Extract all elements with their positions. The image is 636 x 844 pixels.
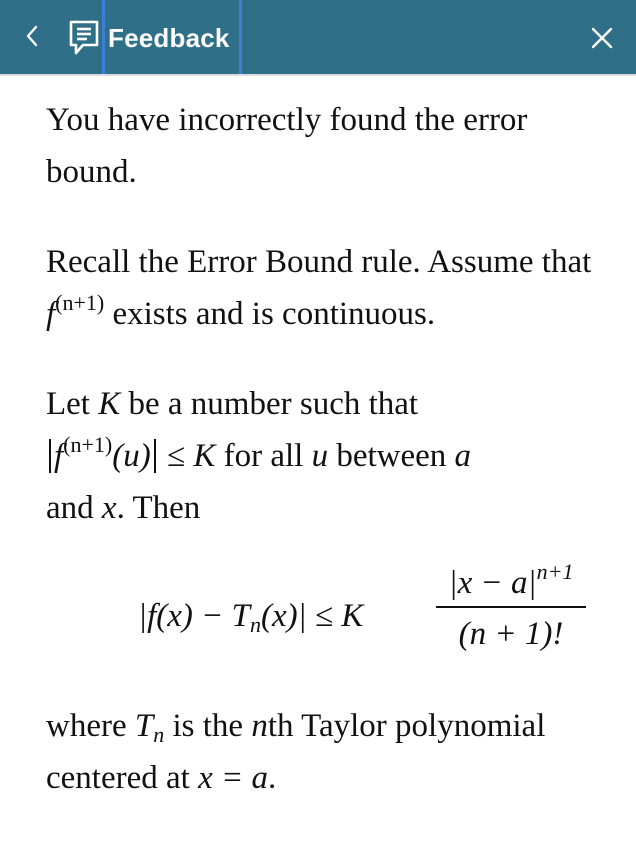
text-span: be a number such that <box>128 386 419 422</box>
formula-lhs <box>138 590 363 642</box>
bound-definition <box>46 378 606 534</box>
text-span: exists and is continuous. <box>112 296 436 332</box>
math-arg-u: (u) <box>112 438 151 474</box>
text-span: where <box>46 708 127 744</box>
abs-bar-left <box>49 439 51 473</box>
taylor-polynomial-note <box>46 700 606 804</box>
math-var-f: f <box>54 438 64 474</box>
text-span: Recall the Error Bound rule. Assume that <box>46 244 592 280</box>
chevron-left-icon <box>24 23 40 49</box>
text-span: between <box>336 438 447 474</box>
focus-outline-right <box>239 0 242 76</box>
formula-denominator-text: (n + 1)! <box>458 616 564 652</box>
fraction-bar <box>436 606 586 608</box>
text-span: for all <box>223 438 304 474</box>
math-var-a: a <box>454 438 472 474</box>
formula-exponent: n+1 <box>536 559 574 584</box>
formula-fraction <box>436 559 586 654</box>
feedback-message: You have incorrectly found the error bound. <box>46 102 528 190</box>
feedback-header <box>0 0 636 76</box>
text-span: . <box>267 760 277 796</box>
math-var-x: x <box>101 490 117 526</box>
math-var-n: n <box>251 708 268 744</box>
close-button[interactable] <box>586 22 618 54</box>
math-superscript: (n+1) <box>63 432 113 457</box>
math-var-K: K <box>98 386 121 422</box>
error-bound-rule-intro <box>46 236 606 340</box>
feedback-content <box>46 94 606 804</box>
formula-numerator-base: |x − a| <box>448 565 537 601</box>
math-var-u: u <box>311 438 329 474</box>
text-span: . Then <box>116 490 201 526</box>
back-button[interactable] <box>18 20 46 52</box>
feedback-comment-icon <box>66 18 102 58</box>
formula-numerator <box>436 559 586 602</box>
text-span: th Taylor polynomial centered at <box>46 708 546 796</box>
formula-lhs-part: (x)| ≤ K <box>261 598 364 634</box>
math-var-f: f <box>46 296 56 332</box>
error-bound-formula <box>46 550 606 690</box>
formula-lhs-part: |f(x) − T <box>138 598 250 634</box>
math-subscript: n <box>153 722 165 747</box>
math-le: ≤ <box>166 438 186 474</box>
math-var-T: T <box>134 708 154 744</box>
text-span: is the <box>172 708 244 744</box>
text-span: and <box>46 490 94 526</box>
formula-denominator <box>436 614 586 654</box>
math-equation: x = a <box>198 760 268 796</box>
math-var-K: K <box>193 438 216 474</box>
formula-subscript: n <box>250 612 261 637</box>
abs-bar-right <box>154 439 156 473</box>
feedback-title-button[interactable] <box>62 0 238 76</box>
text-span: Let <box>46 386 90 422</box>
close-icon <box>590 26 614 50</box>
math-superscript: (n+1) <box>55 290 105 315</box>
page-title: Feedback <box>108 22 230 53</box>
